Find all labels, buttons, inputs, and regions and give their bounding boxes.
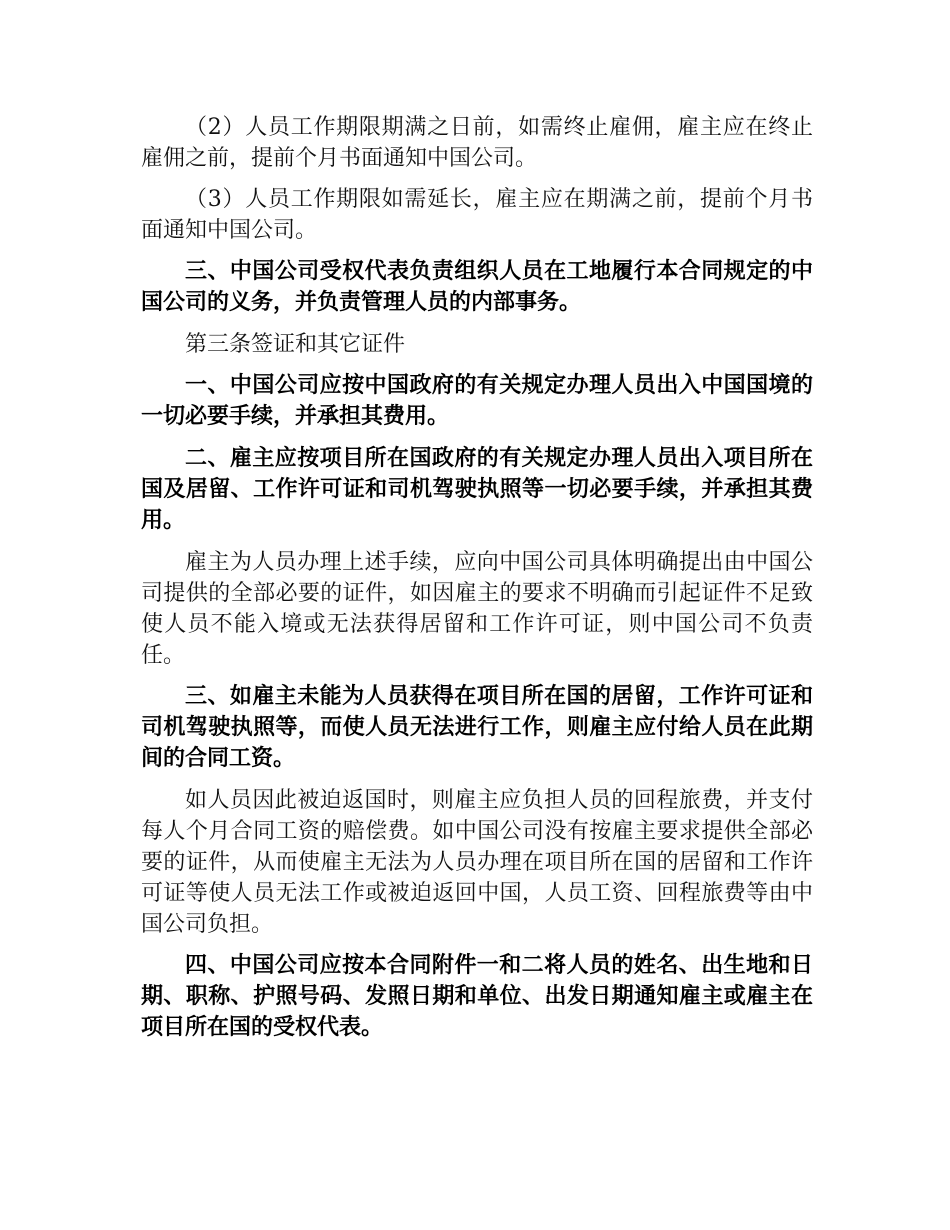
paragraph-china-exit-procedures: 一、中国公司应按中国政府的有关规定办理人员出入中国国境的一切必要手续，并承担其费用。 xyxy=(141,373,813,429)
paragraph-authorized-representative: 三、中国公司受权代表负责组织人员在工地履行本合同规定的中国公司的义务，并负责管理人员的内部事务。 xyxy=(141,259,813,315)
article-heading-visas: 第三条签证和其它证件 xyxy=(185,332,406,357)
document-page xyxy=(141,112,813,1054)
paragraph-repatriation-costs: 如人员因此被迫返国时，则雇主应负担人员的回程旅费，并支付每人个月合同工资的赔偿费。如中国公司没有按雇主要求提供全部必要的证件，从而使雇主无法为人员办理在项目所在国的居留和工作许可证等使人员无法工作或被迫返回中国，人员工资、回程旅费等由中国公司负担。 xyxy=(141,788,813,937)
paragraph-permit-failure-wages: 三、如雇主未能为人员获得在项目所在国的居留，工作许可证和司机驾驶执照等，而使人员无法进行工作，则雇主应付给人员在此期间的合同工资。 xyxy=(141,684,813,771)
paragraph-personnel-notification: 四、中国公司应按本合同附件一和二将人员的姓名、出生地和日期、职称、护照号码、发照日期和单位、出发日期通知雇主或雇主在项目所在国的受权代表。 xyxy=(141,953,813,1040)
paragraph-employer-procedures: 二、雇主应按项目所在国政府的有关规定办理人员出入项目所在国及居留、工作许可证和司机驾驶执照等一切必要手续，并承担其费用。 xyxy=(141,446,813,533)
paragraph-document-requirements: 雇主为人员办理上述手续，应向中国公司具体明确提出由中国公司提供的全部必要的证件，如因雇主的要求不明确而引起证件不足致使人员不能入境或无法获得居留和工作许可证，则中国公司不负责任。 xyxy=(141,550,813,668)
paragraph-termination-notice: （2）人员工作期限期满之日前，如需终止雇佣，雇主应在终止雇佣之前，提前个月书面通知中国公司。 xyxy=(141,115,813,171)
paragraph-extension-notice: （3）人员工作期限如需延长，雇主应在期满之前，提前个月书面通知中国公司。 xyxy=(141,187,813,243)
